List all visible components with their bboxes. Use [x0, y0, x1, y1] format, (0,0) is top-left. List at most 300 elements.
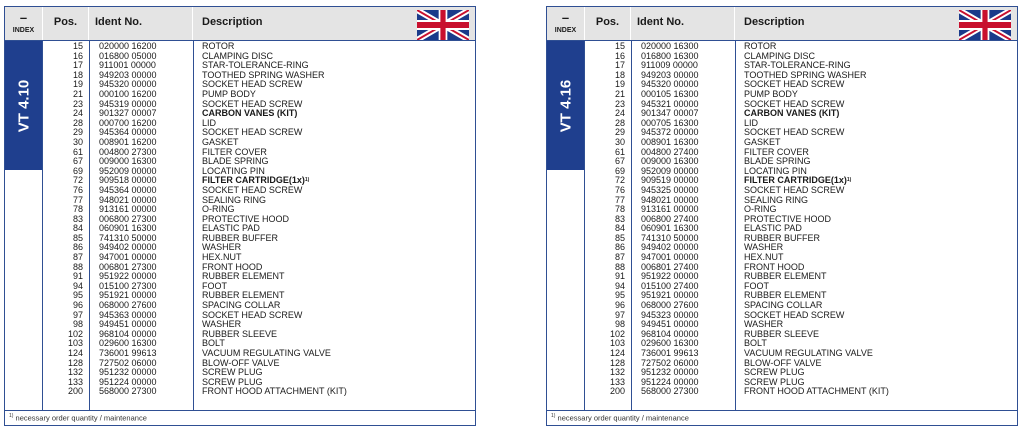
ident-number: 015100 27400 [641, 280, 699, 291]
part-description: GASKET [202, 136, 239, 147]
position-number: 77 [72, 194, 83, 205]
ident-number: 909519 00000 [641, 175, 699, 186]
ident-number: 951232 00000 [641, 367, 699, 378]
ident-number: 949451 00000 [99, 319, 157, 330]
ident-number: 015100 27300 [99, 280, 157, 291]
position-number: 72 [72, 175, 83, 186]
table-row [43, 253, 347, 263]
table-row [43, 148, 347, 158]
uk-flag-icon [417, 10, 469, 40]
ident-number: 736001 99613 [99, 348, 157, 358]
ident-number: 068000 27600 [99, 300, 157, 311]
ident-number: 006801 27300 [99, 261, 157, 272]
table-row [585, 359, 889, 369]
table-row [43, 272, 347, 282]
position-number: 102 [67, 328, 83, 339]
part-description: CARBON VANES (KIT) [744, 108, 840, 119]
part-description: RUBBER SLEEVE [744, 328, 820, 339]
part-description: SEALING RING [202, 194, 267, 205]
table-bottom-divider [5, 410, 475, 411]
part-description: ELASTIC PAD [202, 223, 260, 234]
ident-number: 006800 27400 [641, 213, 699, 224]
ident-number: 009000 16300 [641, 156, 699, 167]
table-row [43, 205, 347, 215]
position-number: 83 [614, 213, 625, 224]
table-row [43, 263, 347, 273]
ident-number: 060901 16300 [641, 223, 699, 234]
model-label: VT 4.10 [15, 79, 32, 132]
part-description: STAR-TOLERANCE-RING [744, 60, 851, 71]
table-row [585, 215, 889, 225]
ident-number: 911009 00000 [641, 60, 698, 71]
table-row [43, 359, 347, 369]
table-row [43, 157, 347, 167]
pos-header: Pos. [585, 7, 631, 41]
ident-number: 568000 27300 [99, 386, 157, 397]
part-description: SOCKET HEAD SCREW [744, 127, 845, 138]
position-number: 28 [614, 117, 625, 128]
position-number: 128 [609, 357, 625, 368]
part-description: FILTER COVER [744, 146, 809, 157]
ident-number: 727502 06000 [641, 357, 699, 368]
part-description: WASHER [744, 242, 784, 253]
position-number: 87 [614, 252, 625, 263]
table-row [43, 186, 347, 196]
part-description: FILTER $CARTRIDGE(1x)^{1)}$ [744, 175, 852, 186]
position-number: 102 [609, 328, 625, 339]
part-description: SCREW PLUG [744, 376, 805, 387]
ident-number: 945319 00000 [99, 98, 157, 109]
table-row [43, 109, 347, 119]
ident-number: 741310 50000 [99, 232, 157, 243]
description-header [735, 7, 1017, 41]
position-number: 76 [614, 184, 625, 195]
part-description: BOLT [744, 338, 767, 349]
part-description: PUMP BODY [202, 88, 256, 99]
part-description: RUBBER BUFFER [744, 232, 821, 243]
ident-number: 913161 00000 [99, 204, 157, 215]
table-row [43, 311, 347, 321]
table-row [43, 138, 347, 148]
ident-number: 009000 16300 [99, 156, 157, 167]
part-description: PROTECTIVE HOOD [202, 213, 290, 224]
table-row [585, 196, 889, 206]
position-number: 83 [72, 213, 83, 224]
part-description: RUBBER ELEMENT [202, 290, 285, 301]
position-number: 18 [72, 69, 83, 80]
ident-number: 727502 06000 [99, 357, 157, 368]
ident-number: 909518 00000 [99, 175, 157, 186]
part-description: BLADE SPRING [744, 156, 811, 167]
part-description: LID [202, 117, 217, 128]
ident-number: 913161 00000 [641, 204, 699, 215]
position-number: 94 [614, 280, 625, 291]
table-row [585, 42, 889, 52]
ident-number: 968104 00000 [641, 328, 699, 339]
parts-list-panel [4, 6, 476, 426]
table-row [43, 330, 347, 340]
uk-flag-icon [959, 10, 1011, 40]
parts-table [43, 42, 347, 397]
ident-number: 060901 16300 [99, 223, 157, 234]
table-row [585, 224, 889, 234]
position-number: 86 [614, 242, 625, 253]
index-header: – INDEX [5, 7, 43, 41]
ident-number: 741310 50000 [641, 232, 699, 243]
position-number: 19 [614, 79, 625, 90]
position-number: 95 [614, 290, 625, 301]
footnote: $^{1)}$ necessary order quantity / maintenance [551, 413, 689, 423]
position-number: 16 [72, 50, 83, 61]
ident-number: 945372 00000 [641, 127, 699, 138]
position-number: 98 [614, 319, 625, 330]
part-description: ROTOR [202, 41, 235, 51]
part-description: SOCKET HEAD SCREW [744, 79, 845, 90]
position-number: 200 [67, 386, 83, 397]
table-row [585, 253, 889, 263]
position-number: 91 [72, 271, 83, 282]
position-number: 85 [72, 232, 83, 243]
table-row [585, 368, 889, 378]
position-number: 61 [72, 146, 83, 157]
ident-number: 951232 00000 [99, 367, 157, 378]
position-number: 124 [609, 348, 625, 358]
ident-number: 945321 00000 [641, 98, 699, 109]
table-header [547, 7, 1017, 41]
part-description: TOOTHED SPRING WASHER [202, 69, 325, 80]
ident-number: 951922 00000 [641, 271, 699, 282]
position-number: 77 [614, 194, 625, 205]
parts-list-panel [546, 6, 1018, 426]
part-description: SPACING COLLAR [744, 300, 823, 311]
position-number: 88 [614, 261, 625, 272]
part-description: FOOT [202, 280, 227, 291]
model-index-tab [547, 41, 584, 170]
part-description: WASHER [202, 242, 242, 253]
table-row [585, 349, 889, 359]
ident-number: 945320 00000 [99, 79, 157, 90]
position-number: 15 [614, 41, 625, 51]
position-number: 24 [614, 108, 625, 119]
position-number: 132 [67, 367, 83, 378]
ident-number: 008901 16300 [641, 136, 699, 147]
position-number: 132 [609, 367, 625, 378]
model-index-tab [5, 41, 42, 170]
position-number: 97 [614, 309, 625, 320]
position-number: 16 [614, 50, 625, 61]
position-number: 103 [67, 338, 83, 349]
part-description: CLAMPING DISC [744, 50, 816, 61]
part-description: LOCATING PIN [744, 165, 807, 176]
table-row [43, 368, 347, 378]
position-number: 87 [72, 252, 83, 263]
ident-number: 945364 00000 [99, 127, 157, 138]
position-number: 19 [72, 79, 83, 90]
ident-number: 945323 00000 [641, 309, 699, 320]
table-row [585, 320, 889, 330]
ident-number: 949203 00000 [641, 69, 699, 80]
position-number: 21 [614, 88, 625, 99]
position-number: 17 [72, 60, 83, 71]
position-number: 97 [72, 309, 83, 320]
table-row [585, 138, 889, 148]
position-number: 23 [614, 98, 625, 109]
part-description: SOCKET HEAD SCREW [202, 98, 303, 109]
position-number: 76 [72, 184, 83, 195]
ident-number: 004800 27400 [641, 146, 699, 157]
table-row [43, 100, 347, 110]
part-description: SEALING RING [744, 194, 809, 205]
position-number: 86 [72, 242, 83, 253]
part-description: BLOW-OFF VALVE [744, 357, 822, 368]
part-description: SOCKET HEAD SCREW [202, 309, 303, 320]
ident-number: 949402 00000 [99, 242, 157, 253]
model-label: VT 4.16 [557, 79, 574, 132]
part-description: HEX.NUT [744, 252, 784, 263]
position-number: 24 [72, 108, 83, 119]
ident-number: 008901 16200 [99, 136, 157, 147]
part-description: SOCKET HEAD SCREW [202, 127, 303, 138]
table-row [585, 387, 889, 397]
ident-number: 949203 00000 [99, 69, 157, 80]
ident-number: 945363 00000 [99, 309, 157, 320]
part-description: FRONT HOOD ATTACHMENT (KIT) [744, 386, 889, 397]
ident-number: 948021 00000 [99, 194, 157, 205]
part-description: BLADE SPRING [202, 156, 269, 167]
table-row [585, 148, 889, 158]
ident-number: 968104 00000 [99, 328, 157, 339]
ident-number: 948021 00000 [641, 194, 699, 205]
ident-number: 951922 00000 [99, 271, 157, 282]
ident-number: 016800 05000 [99, 50, 157, 61]
ident-header: Ident No. [631, 7, 735, 41]
position-number: 21 [72, 88, 83, 99]
position-number: 67 [614, 156, 625, 167]
pos-header: Pos. [43, 7, 89, 41]
part-description: FRONT HOOD [744, 261, 805, 272]
ident-number: 945364 00000 [99, 184, 157, 195]
position-number: 28 [72, 117, 83, 128]
part-description: GASKET [744, 136, 781, 147]
table-row [43, 243, 347, 253]
position-number: 72 [614, 175, 625, 186]
part-description: O-RING [744, 204, 777, 215]
ident-number: 029600 16300 [99, 338, 157, 349]
position-number: 91 [614, 271, 625, 282]
table-row [585, 291, 889, 301]
ident-number: 949402 00000 [641, 242, 699, 253]
part-description: FRONT HOOD [202, 261, 263, 272]
ident-number: 029600 16300 [641, 338, 699, 349]
part-description: SPACING COLLAR [202, 300, 281, 311]
position-number: 96 [72, 300, 83, 311]
position-number: 103 [609, 338, 625, 349]
position-number: 17 [614, 60, 625, 71]
table-row [43, 215, 347, 225]
part-description: ROTOR [744, 41, 777, 51]
ident-number: 945325 00000 [641, 184, 699, 195]
part-description: PROTECTIVE HOOD [744, 213, 832, 224]
ident-number: 901347 00007 [641, 108, 699, 119]
table-row [43, 128, 347, 138]
part-description: WASHER [744, 319, 784, 330]
position-number: 23 [72, 98, 83, 109]
position-number: 94 [72, 280, 83, 291]
part-description: SOCKET HEAD SCREW [744, 309, 845, 320]
position-number: 61 [614, 146, 625, 157]
ident-number: 947001 00000 [641, 252, 699, 263]
part-description: O-RING [202, 204, 235, 215]
part-description: PUMP BODY [744, 88, 798, 99]
table-row [585, 263, 889, 273]
table-row [43, 349, 347, 359]
table-row [585, 311, 889, 321]
part-description: STAR-TOLERANCE-RING [202, 60, 309, 71]
ident-number: 949451 00000 [641, 319, 699, 330]
part-description: CLAMPING DISC [202, 50, 274, 61]
ident-number: 006801 27400 [641, 261, 699, 272]
ident-number: 911001 00000 [99, 60, 156, 71]
ident-number: 068000 27600 [641, 300, 699, 311]
table-row [43, 42, 347, 52]
part-description: SOCKET HEAD SCREW [202, 184, 303, 195]
part-description: LID [744, 117, 759, 128]
part-description: FILTER $CARTRIDGE(1x)^{1)}$ [202, 175, 310, 186]
ident-number: 952009 00000 [641, 165, 699, 176]
position-number: 67 [72, 156, 83, 167]
description-header-label: Description [744, 16, 805, 28]
table-row [585, 243, 889, 253]
table-row [585, 330, 889, 340]
part-description: RUBBER ELEMENT [744, 271, 827, 282]
position-number: 30 [614, 136, 625, 147]
ident-number: 945320 00000 [641, 79, 699, 90]
part-description: ELASTIC PAD [744, 223, 802, 234]
ident-number: 951921 00000 [641, 290, 699, 301]
table-row [585, 234, 889, 244]
table-row [585, 80, 889, 90]
position-number: 88 [72, 261, 83, 272]
position-number: 98 [72, 319, 83, 330]
part-description: FILTER COVER [202, 146, 267, 157]
part-description: WASHER [202, 319, 242, 330]
ident-number: 951224 00000 [99, 376, 157, 387]
table-row [43, 80, 347, 90]
position-number: 133 [67, 376, 83, 387]
table-header [5, 7, 475, 41]
position-number: 15 [72, 41, 83, 51]
part-description: BLOW-OFF VALVE [202, 357, 280, 368]
ident-number: 947001 00000 [99, 252, 157, 263]
part-description: RUBBER BUFFER [202, 232, 279, 243]
part-description: FOOT [744, 280, 769, 291]
part-description: SOCKET HEAD SCREW [744, 184, 845, 195]
ident-number: 000100 16200 [99, 88, 157, 99]
table-row [585, 128, 889, 138]
table-row [43, 320, 347, 330]
position-number: 30 [72, 136, 83, 147]
part-description: VACUUM REGULATING VALVE [744, 348, 873, 358]
position-number: 29 [72, 127, 83, 138]
position-number: 18 [614, 69, 625, 80]
table-row [585, 157, 889, 167]
table-row [585, 100, 889, 110]
position-number: 128 [67, 357, 83, 368]
ident-number: 568000 27300 [641, 386, 699, 397]
table-row [43, 234, 347, 244]
ident-number: 020000 16200 [99, 41, 157, 51]
position-number: 29 [614, 127, 625, 138]
ident-number: 736001 99613 [641, 348, 699, 358]
table-row [585, 186, 889, 196]
position-number: 96 [614, 300, 625, 311]
part-description: FRONT HOOD ATTACHMENT (KIT) [202, 386, 347, 397]
footnote: $^{1)}$ necessary order quantity / maintenance [9, 413, 147, 423]
ident-number: 901327 00007 [99, 108, 157, 119]
part-description: SOCKET HEAD SCREW [202, 79, 303, 90]
part-description: RUBBER SLEEVE [202, 328, 278, 339]
index-header: – INDEX [547, 7, 585, 41]
part-description: HEX.NUT [202, 252, 242, 263]
ident-header: Ident No. [89, 7, 193, 41]
position-number: 78 [614, 204, 625, 215]
table-row [585, 109, 889, 119]
part-description: VACUUM REGULATING VALVE [202, 348, 331, 358]
table-row [585, 205, 889, 215]
table-row [585, 272, 889, 282]
position-number: 69 [72, 165, 83, 176]
part-description: RUBBER ELEMENT [744, 290, 827, 301]
part-description: SCREW PLUG [202, 376, 263, 387]
description-header [193, 7, 475, 41]
part-description: TOOTHED SPRING WASHER [744, 69, 867, 80]
part-description: LOCATING PIN [202, 165, 265, 176]
table-bottom-divider [547, 410, 1017, 411]
part-description: SOCKET HEAD SCREW [744, 98, 845, 109]
part-description: CARBON VANES (KIT) [202, 108, 298, 119]
position-number: 84 [72, 223, 83, 234]
ident-number: 016800 16300 [641, 50, 699, 61]
table-row [43, 196, 347, 206]
position-number: 84 [614, 223, 625, 234]
description-header-label: Description [202, 16, 263, 28]
ident-number: 006800 27300 [99, 213, 157, 224]
position-number: 69 [614, 165, 625, 176]
ident-number: 000700 16200 [99, 117, 157, 128]
table-row [43, 282, 347, 292]
position-number: 200 [609, 386, 625, 397]
ident-number: 004800 27300 [99, 146, 157, 157]
position-number: 124 [67, 348, 83, 358]
part-description: SCREW PLUG [744, 367, 805, 378]
table-row [43, 387, 347, 397]
position-number: 95 [72, 290, 83, 301]
table-row [43, 224, 347, 234]
ident-number: 951921 00000 [99, 290, 157, 301]
position-number: 78 [72, 204, 83, 215]
position-number: 85 [614, 232, 625, 243]
part-description: RUBBER ELEMENT [202, 271, 285, 282]
parts-table [585, 42, 889, 397]
position-number: 133 [609, 376, 625, 387]
ident-number: 951224 00000 [641, 376, 699, 387]
table-row [43, 291, 347, 301]
ident-number: 000105 16300 [641, 88, 699, 99]
ident-number: 952009 00000 [99, 165, 157, 176]
ident-number: 020000 16300 [641, 41, 699, 51]
ident-number: 000705 16300 [641, 117, 699, 128]
part-description: BOLT [202, 338, 225, 349]
